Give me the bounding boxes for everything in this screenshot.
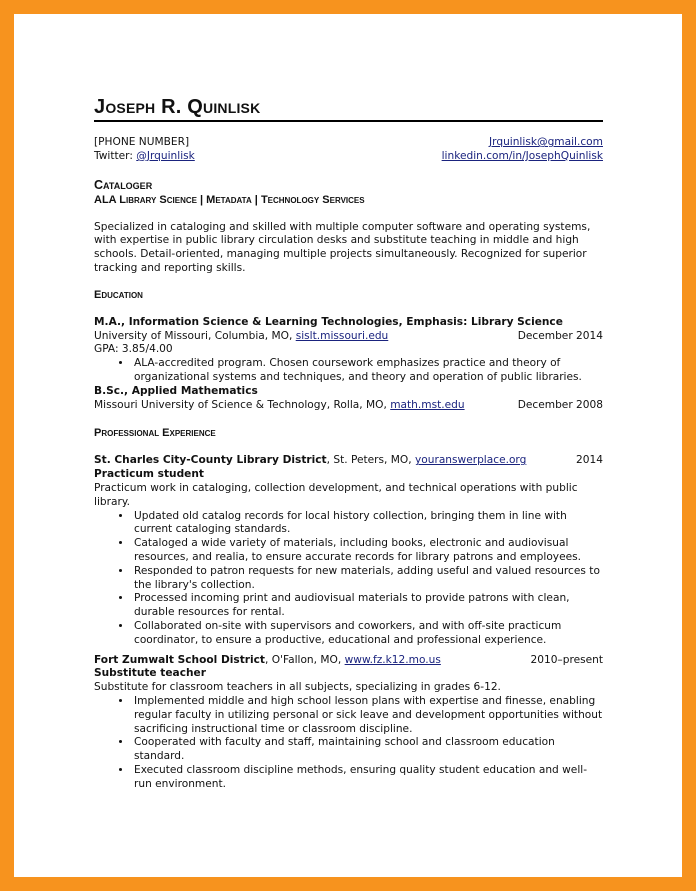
job-org: St. Charles City-County Library District [94,454,327,467]
degree-gpa: GPA: 3.85/4.00 [94,343,173,356]
twitter-label: Twitter: [94,149,137,162]
headline-title: Cataloger [94,177,153,192]
job-header-row [94,454,603,468]
list-item: • Cooperated with faculty and staff, maintaining school and classroom education standard. [132,736,603,764]
degree-school [94,330,388,344]
twitter-link[interactable]: @Jrquinlisk [136,149,195,162]
job-role: Practicum student [94,468,204,481]
degree-school-name: University of Missouri, Columbia, MO, [94,329,296,342]
list-item: • Collaborated on-site with supervisors and coworkers, and with off-site practicum coordinator, to ensure a productive, educational and professional experience. [132,620,603,648]
experience-heading: Professional Experience [94,427,216,440]
job-bullets [94,510,603,648]
degree-school-link[interactable]: sislt.missouri.edu [295,329,389,342]
job-location: , St. Peters, MO, [326,454,415,467]
candidate-name: Joseph R. Quinlisk [94,96,261,118]
phone-number: [PHONE NUMBER] [94,136,190,148]
degree-school [94,399,465,413]
list-item: • Processed incoming print and audiovisual materials to provide patrons with clean, durable resources for rental. [132,592,603,620]
degree-school-link[interactable]: math.mst.edu [390,398,465,411]
job-org-line [94,454,526,468]
degree-date: December 2014 [517,329,603,342]
degree-title: M.A., Information Science & Learning Technologies, Emphasis: Library Science [94,315,563,328]
headline-skills: ALA Library Science | Metadata | Technology Services [94,193,365,206]
education-heading: Education [94,288,143,301]
list-item: • Cataloged a wide variety of materials, including books, electronic and audiovisual resources, and realia, to ensure accurate records for library patrons and employees. [132,537,603,565]
twitter-line [94,150,195,164]
job-org: Fort Zumwalt School District [94,653,265,666]
degree-school-name: Missouri University of Science & Technology, Rolla, MO, [94,398,391,411]
linkedin-link[interactable]: linkedin.com/in/JosephQuinlisk [441,149,603,162]
degree-title: B.Sc., Applied Mathematics [94,384,258,397]
list-item: • ALA-accredited program. Chosen coursework emphasizes practice and theory of organizational systems and techniques, and theory and operation of public libraries. [132,357,603,385]
job-location: , O'Fallon, MO, [264,653,345,666]
job-role: Substitute teacher [94,667,206,680]
job-link[interactable]: www.fz.k12.mo.us [344,653,441,666]
degree-bullets [94,357,603,385]
email-link[interactable]: Jrquinlisk@gmail.com [489,136,603,148]
list-item: • Executed classroom discipline methods, ensuring quality student education and well-run environment. [132,764,603,792]
resume-content [94,96,603,791]
job-link[interactable]: youranswerplace.org [415,454,527,467]
degree-school-row [94,330,603,344]
list-item: • Responded to patron requests for new materials, adding useful and valued resources to the library's collection. [132,565,603,593]
job-date: 2010–present [530,653,603,666]
contact-row-1 [94,136,603,150]
job-org-line [94,654,441,668]
degree-date: December 2008 [517,398,603,411]
job-date: 2014 [576,454,603,467]
list-item: • Implemented middle and high school lesson plans with expertise and finesse, enabling regular faculty in utilizing personal or sick leave and development opportunities without sacrificing instructional time or classroom discipline. [132,695,603,736]
list-item: • Updated old catalog records for local history collection, bringing them in line with current cataloging standards. [132,510,603,538]
resume-page [14,14,682,877]
contact-row-2 [94,150,603,164]
summary-paragraph: Specialized in cataloging and skilled with multiple computer software and operating systems, with expertise in public library circulation desks and substitute teaching in middle and high schools. Detail-oriented, managing multiple projects simultaneously. Recognized for superior tracking and reporting skills. [94,220,591,274]
job-description: Practicum work in cataloging, collection development, and technical operations with public library. [94,481,578,508]
job-header-row [94,654,603,668]
degree-school-row [94,399,603,413]
job-bullets [94,695,603,792]
job-description: Substitute for classroom teachers in all subjects, specializing in grades 6-12. [94,681,501,694]
